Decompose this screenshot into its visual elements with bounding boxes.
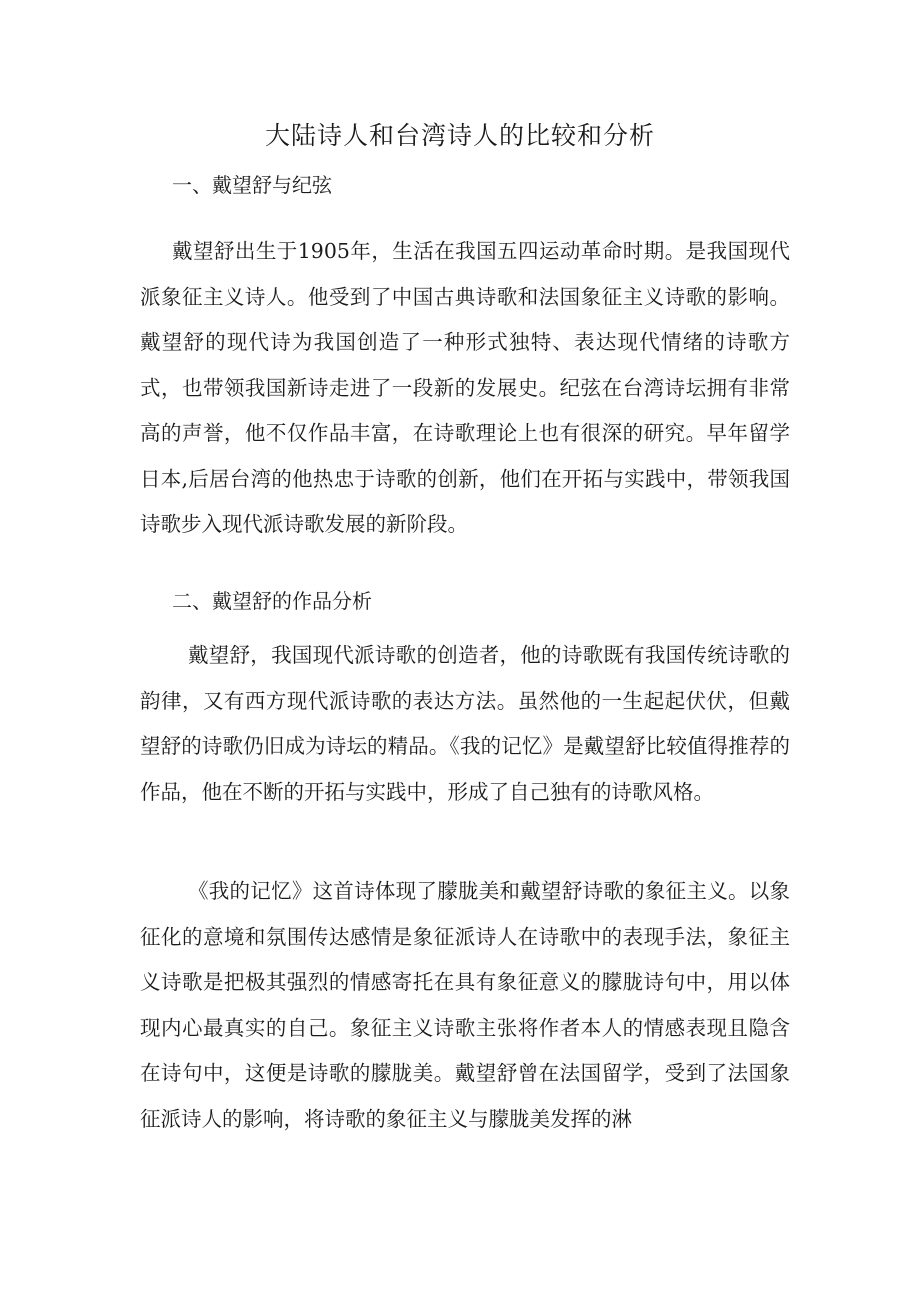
- section-heading-2: 二、戴望舒的作品分析: [172, 589, 372, 613]
- section-1-paragraph-1: 戴望舒出生于1905年，生活在我国五四运动革命时期。是我国现代派象征主义诗人。他受到了中国古典诗歌和法国象征主义诗歌的影响。戴望舒的现代诗为我国创造了一种形式独特、表达现代情绪的诗歌方式，也带领我国新诗走进了一段新的发展史。纪弦在台湾诗坛拥有非常高的声誉，他不仅作品丰富，在诗歌理论上也有很深的研究。早年留学日本,后居台湾的他热忠于诗歌的创新，他们在开拓与实践中，带领我国诗歌步入现代派诗歌发展的新阶段。: [140, 239, 790, 536]
- section-heading-1: 一、戴望舒与纪弦: [172, 173, 332, 197]
- section-2-paragraph-1: 戴望舒，我国现代派诗歌的创造者，他的诗歌既有我国传统诗歌的韵律，又有西方现代派诗歌的表达方法。虽然他的一生起起伏伏，但戴望舒的诗歌仍旧成为诗坛的精品。《我的记忆》是戴望舒比较值得推荐的作品，他在不断的开拓与实践中，形成了自己独有的诗歌风格。: [140, 643, 790, 804]
- page-title: 大陆诗人和台湾诗人的比较和分析: [264, 121, 655, 150]
- section-2-paragraph-2: 《我的记忆》这首诗体现了朦胧美和戴望舒诗歌的象征主义。以象征化的意境和氛围传达感情是象征派诗人在诗歌中的表现手法，象征主义诗歌是把极其强烈的情感寄托在具有象征意义的朦胧诗句中，用以体现内心最真实的自己。象征主义诗歌主张将作者本人的情感表现且隐含在诗句中，这便是诗歌的朦胧美。戴望舒曾在法国留学，受到了法国象征派诗人的影响，将诗歌的象征主义与朦胧美发挥的淋: [140, 879, 790, 1131]
